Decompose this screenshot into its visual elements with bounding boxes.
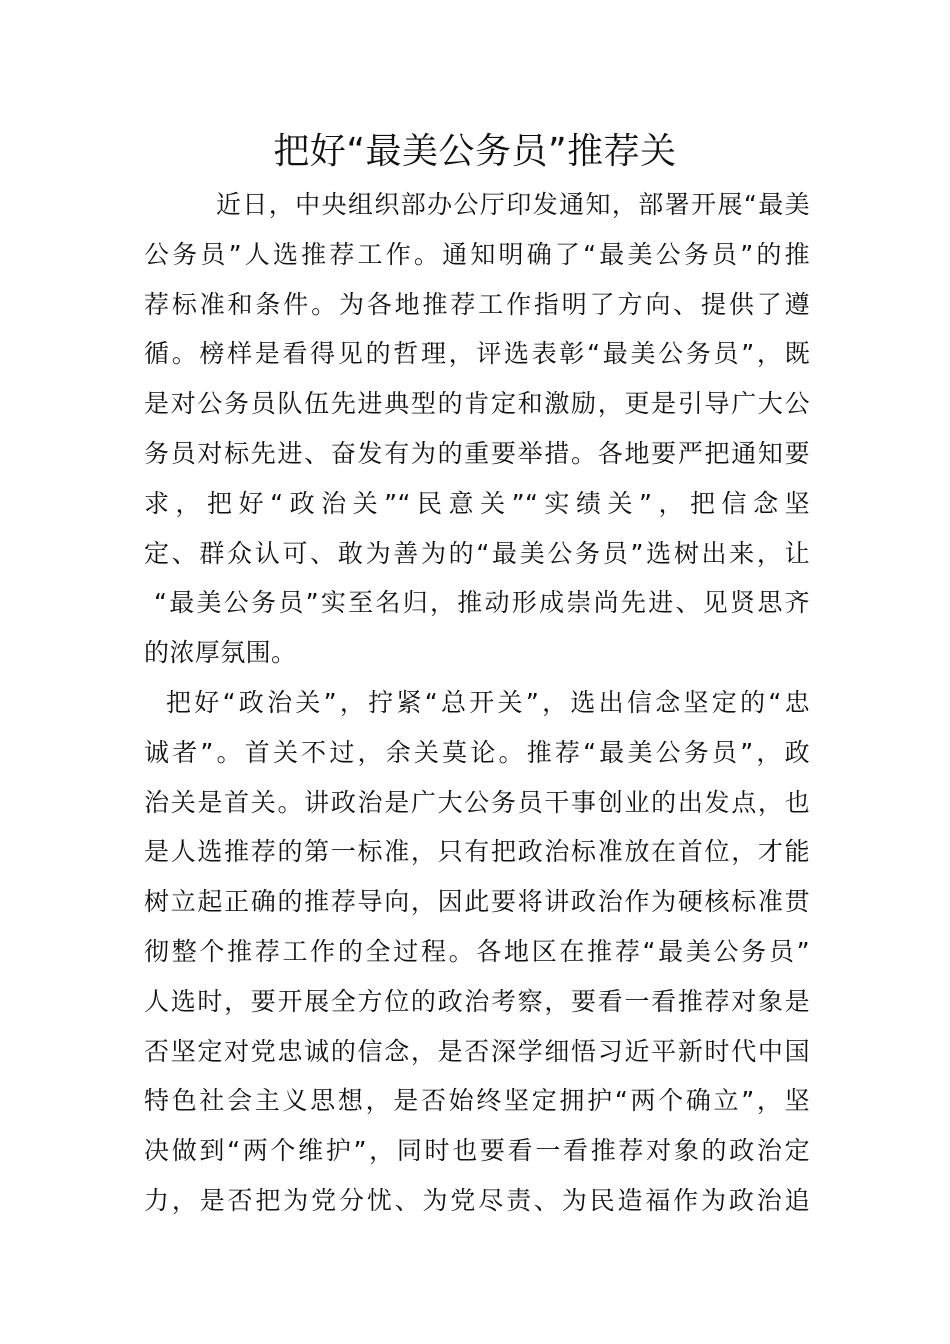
document-title: 把好“最美公务员”推荐关 <box>273 131 677 172</box>
paragraph-2-line-3: 治关是首关。讲政治是广大公务员干事创业的出发点，也 <box>144 787 810 817</box>
paragraph-2-line-11: 力，是否把为党分忧、为党尽责、为民造福作为政治追 <box>144 1185 810 1215</box>
paragraph-1-line-10: 的浓厚氛围。 <box>144 638 297 668</box>
paragraph-2-line-8: 否坚定对党忠诚的信念，是否深学细悟习近平新时代中国 <box>144 1036 810 1066</box>
paragraph-1-line-6: 务员对标先进、奋发有为的重要举措。各地要严把通知要 <box>144 438 810 468</box>
paragraph-1-line-5: 是对公务员队伍先进典型的肯定和激励，更是引导广大公 <box>144 389 810 419</box>
paragraph-2-line-9: 特色社会主义思想，是否始终坚定拥护“两个确立”，坚 <box>144 1086 810 1116</box>
paragraph-2-line-2: 诚者”。首关不过，余关莫论。推荐“最美公务员”，政 <box>144 737 810 767</box>
paragraph-1-line-1: 近日，中央组织部办公厅印发通知，部署开展“最美 <box>216 190 810 219</box>
paragraph-2-line-6: 彻整个推荐工作的全过程。各地区在推荐“最美公务员” <box>144 936 810 966</box>
paragraph-2-line-5: 树立起正确的推荐导向，因此要将讲政治作为硬核标准贯 <box>144 887 810 917</box>
paragraph-2-line-10: 决做到“两个维护”，同时也要看一看推荐对象的政治定 <box>144 1136 810 1166</box>
paragraph-2-line-7: 人选时，要开展全方位的政治考察，要看一看推荐对象是 <box>144 986 810 1016</box>
paragraph-1-line-8: 定、群众认可、敢为善为的“最美公务员”选树出来，让 <box>144 538 810 568</box>
document-body <box>144 180 810 1226</box>
paragraph-1-line-9: “最美公务员”实至名归，推动形成崇尚先进、见贤思齐 <box>154 588 810 618</box>
paragraph-2-line-4: 是人选推荐的第一标准，只有把政治标准放在首位，才能 <box>144 837 810 867</box>
paragraph-1-line-2: 公务员”人选推荐工作。通知明确了“最美公务员”的推 <box>144 239 810 269</box>
paragraph-1-line-4: 循。榜样是看得见的哲理，评选表彰“最美公务员”，既 <box>144 339 810 369</box>
paragraph-1-line-7: 求，把好“政治关”“民意关”“实绩关”，把信念坚 <box>144 488 810 518</box>
paragraph-1-line-3: 荐标准和条件。为各地推荐工作指明了方向、提供了遵 <box>144 289 810 319</box>
paragraph-2-line-1: 把好“政治关”，拧紧“总开关”，选出信念坚定的“忠 <box>166 687 810 717</box>
